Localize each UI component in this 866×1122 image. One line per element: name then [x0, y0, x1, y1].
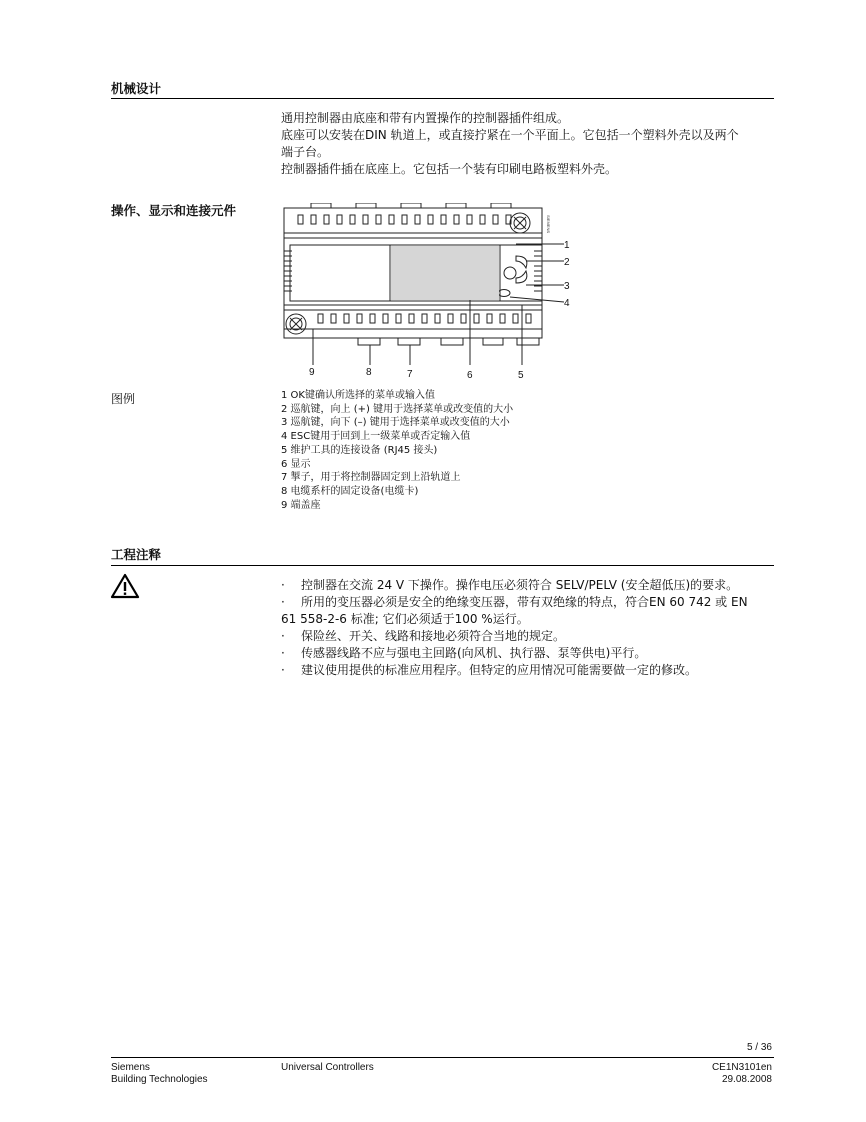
paragraph-line: 通用控制器由底座和带有内置操作的控制器插件组成。 — [281, 111, 570, 125]
legend-item: 6 显示 — [281, 458, 311, 470]
legend-item: 3 巡航键，向下 (–) 键用于选择菜单或改变值的大小 — [281, 417, 510, 429]
note-text: 所用的变压器必须是安全的绝缘变压器，带有双绝缘的特点，符合EN 60 742 或 EN — [301, 595, 748, 609]
legend-item: 5 维护工具的连接设备 (RJ45 接头) — [281, 444, 438, 456]
footer-doc-info — [712, 1062, 772, 1086]
note-item — [281, 645, 776, 662]
display-window — [391, 246, 499, 300]
bullet: · — [281, 629, 285, 643]
section-heading-elements: 操作、显示和连接元件 — [111, 203, 237, 218]
note-item — [281, 577, 776, 594]
controller-diagram-svg — [278, 203, 578, 383]
callout-label: 1 — [564, 240, 570, 251]
footer-divider — [111, 1057, 774, 1058]
brand-label: SIEMENS — [546, 215, 551, 234]
bullet: · — [281, 578, 285, 592]
page-number: 5 / 36 — [746, 1042, 772, 1053]
paragraph-line: 底座可以安装在DIN 轨道上，或直接拧紧在一个平面上。它包括一个塑料外壳以及两个 — [281, 128, 739, 142]
legend-item: 9 端盖座 — [281, 499, 321, 511]
callout-label: 2 — [564, 257, 570, 268]
callout-label: 3 — [564, 281, 570, 292]
section-heading-engineering: 工程注释 — [111, 547, 162, 562]
company-division: Building Technologies — [111, 1074, 208, 1085]
section-heading-mechanical: 机械设计 — [111, 81, 162, 96]
bullet: · — [281, 663, 285, 677]
paragraph-line: 控制器插件插在底座上。它包括一个装有印刷电路板塑料外壳。 — [281, 162, 618, 176]
legend-item: 2 巡航键，向上 (+) 键用于选择菜单或改变值的大小 — [281, 403, 514, 415]
note-item — [281, 662, 776, 679]
note-text: 传感器线路不应与强电主回路(向风机、执行器、泵等供电)平行。 — [301, 646, 647, 660]
mechanical-description — [281, 110, 771, 178]
footer-company — [111, 1062, 208, 1086]
callout-label: 9 — [309, 367, 315, 378]
legend-label: 图例 — [111, 392, 136, 406]
warning-triangle-icon — [110, 573, 140, 599]
document-id: CE1N3101en — [711, 1062, 772, 1073]
callout-label: 6 — [467, 370, 473, 381]
bullet: · — [281, 646, 285, 660]
note-text: 控制器在交流 24 V 下操作。操作电压必须符合 SELV/PELV (安全超低压)的要求。 — [301, 578, 739, 592]
callout-label: 5 — [518, 370, 524, 381]
document-date: 29.08.2008 — [721, 1074, 772, 1085]
callout-label: 8 — [366, 367, 372, 378]
note-text: 建议使用提供的标准应用程序。但特定的应用情况可能需要做一定的修改。 — [301, 663, 698, 677]
paragraph-line: 端子台。 — [281, 145, 330, 159]
controller-diagram — [278, 203, 578, 383]
engineering-notes — [281, 577, 776, 679]
legend-item: 4 ESC键用于回到上一级菜单或否定输入值 — [281, 431, 471, 443]
company-name: Siemens — [111, 1062, 150, 1073]
section-divider — [111, 565, 774, 566]
section-divider — [111, 98, 774, 99]
callout-label: 4 — [564, 298, 570, 309]
legend-item: 8 电缆系杆的固定设备(电缆卡) — [281, 485, 419, 497]
callout-label: 7 — [407, 369, 413, 380]
note-item — [281, 594, 776, 611]
note-text: 保险丝、开关、线路和接地必须符合当地的规定。 — [301, 629, 566, 643]
footer-product: Universal Controllers — [281, 1062, 374, 1073]
legend-list — [281, 389, 681, 512]
legend-item: 1 OK键确认所选择的菜单或输入值 — [281, 390, 435, 401]
legend-item: 7 掣子，用于将控制器固定到上沿轨道上 — [281, 472, 461, 484]
bullet: · — [281, 595, 285, 609]
note-text-continuation: 61 558-2-6 标准; 它们必须适于100 %运行。 — [281, 612, 529, 626]
note-item — [281, 628, 776, 645]
